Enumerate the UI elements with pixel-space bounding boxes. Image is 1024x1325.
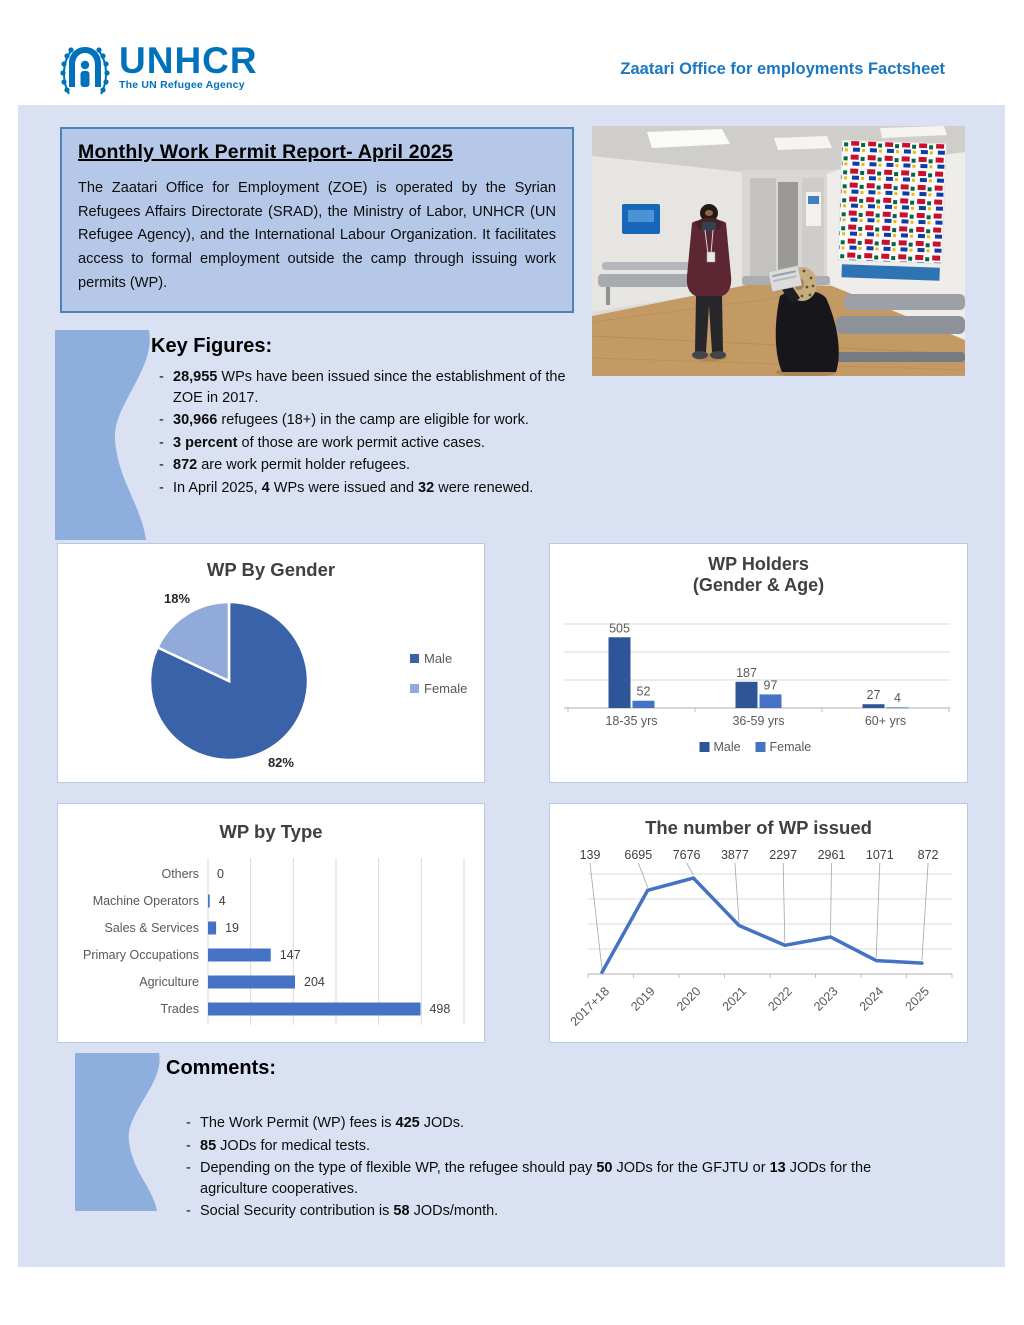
- svg-text:2022: 2022: [765, 984, 795, 1014]
- svg-text:147: 147: [279, 948, 301, 962]
- svg-text:Agriculture: Agriculture: [139, 975, 199, 989]
- key-figures-decoration: [55, 330, 155, 540]
- wp-by-gender-chart: [57, 543, 485, 783]
- report-title-box: [60, 127, 574, 313]
- list-item: - 85 JODs for medical tests.: [183, 1136, 925, 1157]
- svg-text:Male: Male: [713, 740, 741, 754]
- svg-text:Female: Female: [769, 740, 812, 754]
- svg-text:3877: 3877: [720, 848, 749, 862]
- svg-text:6695: 6695: [624, 848, 653, 862]
- report-title: Monthly Work Permit Report- April 2025: [78, 141, 453, 163]
- svg-text:139: 139: [579, 848, 601, 862]
- svg-text:4: 4: [894, 691, 901, 705]
- key-figures-heading: Key Figures:: [151, 335, 273, 357]
- svg-text:187: 187: [736, 665, 757, 680]
- factsheet-title: Zaatari Office for employments Factsheet: [620, 60, 945, 78]
- svg-text:82%: 82%: [267, 754, 294, 770]
- list-item: - The Work Permit (WP) fees is 425 JODs.: [183, 1113, 925, 1134]
- unhcr-wordmark: [119, 42, 258, 91]
- svg-text:19: 19: [225, 921, 240, 935]
- svg-text:7676: 7676: [672, 848, 701, 862]
- svg-text:WP by Type: WP by Type: [219, 821, 323, 842]
- svg-text:27: 27: [866, 688, 881, 703]
- svg-text:4: 4: [218, 894, 226, 908]
- svg-text:2017+18: 2017+18: [567, 984, 613, 1029]
- list-item: - In April 2025, 4 WPs were issued and 32 were renewed.: [156, 478, 580, 499]
- svg-text:505: 505: [609, 621, 630, 636]
- svg-text:(Gender & Age): (Gender & Age): [692, 575, 825, 595]
- unhcr-tagline: The UN Refugee Agency: [119, 79, 245, 91]
- svg-text:18-35 yrs: 18-35 yrs: [605, 714, 658, 728]
- svg-text:36-59 yrs: 36-59 yrs: [732, 714, 785, 728]
- svg-text:2025: 2025: [902, 984, 933, 1014]
- office-hallway-photo: [592, 126, 965, 376]
- svg-text:Female: Female: [424, 681, 468, 696]
- svg-text:60+ yrs: 60+ yrs: [864, 714, 907, 728]
- svg-text:498: 498: [429, 1002, 451, 1016]
- unhcr-name: UNHCR: [119, 40, 258, 81]
- svg-text:Sales & Services: Sales & Services: [104, 921, 199, 935]
- unhcr-emblem-icon: [57, 42, 113, 100]
- list-item: - 872 are work permit holder refugees.: [156, 455, 580, 476]
- svg-text:0: 0: [217, 867, 224, 881]
- svg-text:204: 204: [304, 975, 325, 989]
- svg-text:Male: Male: [424, 651, 453, 666]
- svg-text:2023: 2023: [811, 984, 841, 1014]
- content-panel: [18, 105, 1005, 1267]
- svg-text:2961: 2961: [817, 848, 846, 862]
- svg-text:18%: 18%: [164, 591, 191, 607]
- svg-text:The number of WP issued: The number of WP issued: [645, 817, 872, 838]
- svg-text:2019: 2019: [628, 984, 658, 1014]
- svg-text:97: 97: [763, 678, 778, 693]
- list-item: - 28,955 WPs have been issued since the establishment of the ZOE in 2017.: [156, 367, 580, 408]
- svg-text:Others: Others: [161, 867, 199, 881]
- comments-decoration: [75, 1053, 165, 1211]
- svg-text:2020: 2020: [673, 984, 704, 1014]
- comments-heading: Comments:: [166, 1057, 277, 1079]
- wp-issued-per-year-chart: [549, 803, 968, 1043]
- svg-text:Machine Operators: Machine Operators: [92, 894, 199, 908]
- list-item: - Depending on the type of flexible WP, the refugee should pay 50 JODs for the GFJTU or 13 JODs for the agriculture cooperatives.: [183, 1158, 925, 1199]
- comments-list: [183, 1113, 925, 1224]
- unhcr-logo: [57, 42, 258, 100]
- list-item: - 3 percent of those are work permit active cases.: [156, 433, 580, 454]
- key-figures-list: [156, 367, 580, 500]
- svg-text:52: 52: [636, 684, 651, 699]
- list-item: - 30,966 refugees (18+) in the camp are eligible for work.: [156, 410, 580, 431]
- svg-text:2024: 2024: [856, 984, 887, 1014]
- svg-text:WP Holders: WP Holders: [708, 554, 809, 574]
- wp-holders-gender-age-chart: [549, 543, 968, 783]
- report-intro: The Zaatari Office for Employment (ZOE) is operated by the Syrian Refugees Affairs Directorate (SRAD), the Ministry of Labor, UNHCR (UN Refugee Agency), and the International Labour Organization. It facilitates access to formal employment outside the camp through issuing work permits (WP).: [78, 180, 556, 291]
- svg-text:2297: 2297: [769, 848, 798, 862]
- list-item: - Social Security contribution is 58 JODs/month.: [183, 1201, 925, 1222]
- wp-by-type-chart: [57, 803, 485, 1043]
- svg-text:2021: 2021: [719, 984, 750, 1014]
- svg-text:Trades: Trades: [160, 1002, 199, 1016]
- svg-text:WP By Gender: WP By Gender: [206, 559, 336, 580]
- svg-text:Primary Occupations: Primary Occupations: [82, 948, 199, 962]
- svg-text:1071: 1071: [865, 848, 894, 862]
- svg-text:872: 872: [917, 848, 939, 862]
